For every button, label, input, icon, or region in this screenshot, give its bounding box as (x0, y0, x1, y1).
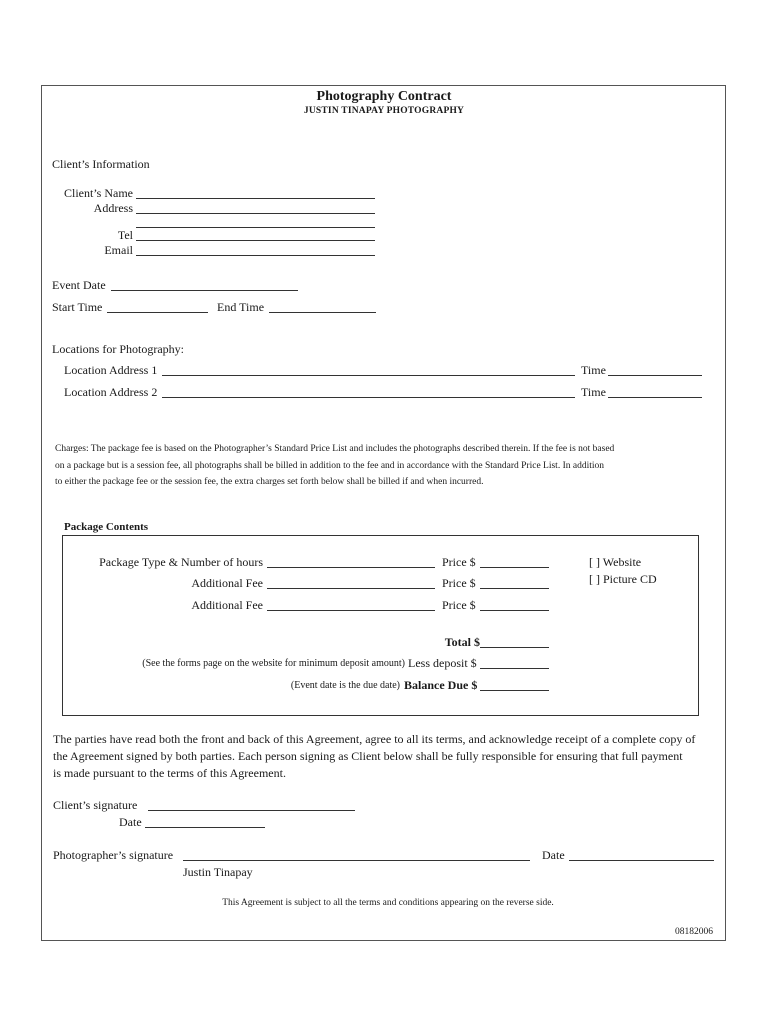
address-field-1[interactable] (136, 213, 375, 214)
photographer-name: Justin Tinapay (183, 865, 253, 879)
document-code: 08182006 (675, 927, 713, 937)
balance-due-field[interactable] (480, 690, 549, 691)
locations-heading: Locations for Photography: (52, 342, 184, 356)
agreement-line: The parties have read both the front and back of this Agreement, agree to all its terms, and acknowledge receipt of a complete copy of (53, 732, 696, 746)
additional-fee-2-price-label: Price $ (442, 598, 476, 612)
client-info-heading: Client’s Information (52, 157, 150, 171)
location-2-label: Location Address 2 (64, 385, 158, 399)
tel-label: Tel (117, 228, 133, 242)
location-1-time-label: Time (581, 363, 606, 377)
package-contents-heading: Package Contents (64, 521, 149, 533)
charges-line: Charges: The package fee is based on the Photographer’s Standard Price List and includes the photographs described therein. If the fee is not based (55, 444, 615, 454)
document-title: Photography Contract (316, 89, 452, 104)
total-label: Total $ (444, 635, 480, 649)
photographer-date-label: Date (542, 848, 565, 862)
client-name-field[interactable] (136, 198, 375, 199)
package-type-field[interactable] (267, 567, 435, 568)
client-signature-field[interactable] (148, 810, 355, 811)
charges-line: to either the package fee or the session fee, the extra charges set forth below shall be billed if and when incurred. (55, 477, 484, 487)
location-2-time-label: Time (581, 385, 606, 399)
start-time-field[interactable] (107, 312, 208, 313)
photographer-signature-field[interactable] (183, 860, 530, 861)
location-1-time-field[interactable] (608, 375, 702, 376)
reverse-side-note: This Agreement is subject to all the terms and conditions appearing on the reverse side. (222, 898, 554, 908)
email-label: Email (104, 243, 133, 257)
email-field[interactable] (136, 255, 375, 256)
company-name: JUSTIN TINAPAY PHOTOGRAPHY (303, 106, 465, 116)
less-deposit-field[interactable] (480, 668, 549, 669)
charges-paragraph (55, 441, 715, 491)
picture-cd-checkbox[interactable]: [ ] Picture CD (589, 572, 657, 586)
additional-fee-2-field[interactable] (267, 610, 435, 611)
charges-line: on a package but is a session fee, all photographs shall be billed in addition to the fee and in accordance with the Standard Price List. In addition (55, 460, 604, 471)
agreement-line: is made pursuant to the terms of this Agreement. (53, 766, 286, 780)
total-field[interactable] (480, 647, 549, 648)
less-deposit-label: Less deposit $ (408, 656, 477, 670)
package-type-label: Package Type & Number of hours (99, 555, 263, 569)
client-date-field[interactable] (145, 827, 265, 828)
additional-fee-1-price-field[interactable] (480, 588, 549, 589)
balance-due-label: Balance Due $ (404, 678, 478, 692)
photographer-signature-label: Photographer’s signature (53, 848, 174, 862)
client-date-label: Date (119, 815, 142, 829)
website-checkbox[interactable]: [ ] Website (589, 555, 642, 569)
additional-fee-2-label: Additional Fee (191, 598, 263, 612)
package-price-field[interactable] (480, 567, 549, 568)
additional-fee-1-field[interactable] (267, 588, 435, 589)
end-time-field[interactable] (269, 312, 376, 313)
tel-field[interactable] (136, 240, 375, 241)
package-price-label: Price $ (442, 555, 476, 569)
deposit-note: (See the forms page on the website for minimum deposit amount) (142, 658, 405, 669)
agreement-line: the Agreement signed by both parties. Each person signing as Client below shall be fully responsible for ensuring that full payment (53, 749, 683, 763)
balance-note: (Event date is the due date) (290, 680, 400, 691)
event-date-label: Event Date (52, 278, 106, 292)
event-date-field[interactable] (111, 290, 298, 291)
additional-fee-1-price-label: Price $ (442, 576, 476, 590)
location-1-label: Location Address 1 (64, 363, 158, 377)
additional-fee-2-price-field[interactable] (480, 610, 549, 611)
end-time-label: End Time (217, 300, 265, 314)
start-time-label: Start Time (52, 300, 103, 314)
photographer-date-field[interactable] (569, 860, 714, 861)
agreement-paragraph (53, 731, 723, 782)
additional-fee-1-label: Additional Fee (191, 576, 263, 590)
client-name-label: Client’s Name (64, 186, 133, 200)
location-2-field[interactable] (162, 397, 575, 398)
address-field-2[interactable] (136, 227, 375, 228)
address-label: Address (93, 201, 133, 215)
client-signature-label: Client’s signature (53, 798, 138, 812)
location-2-time-field[interactable] (608, 397, 702, 398)
location-1-field[interactable] (162, 375, 575, 376)
